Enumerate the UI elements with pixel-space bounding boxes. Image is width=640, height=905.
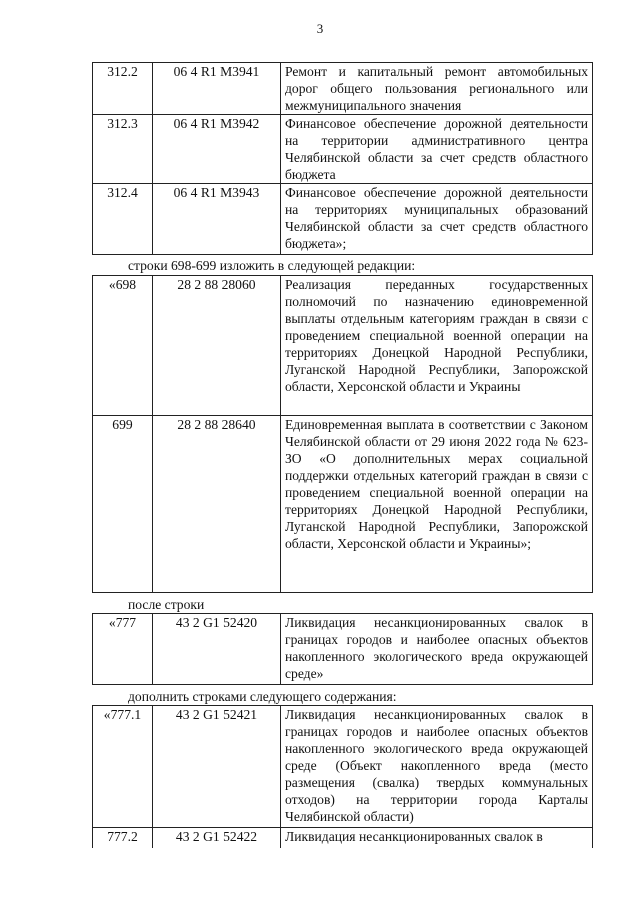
- budget-table-1: [92, 62, 593, 255]
- row-number: «777: [93, 614, 153, 685]
- instruction-text: после строки: [128, 597, 205, 612]
- row-number: 777.2: [93, 828, 153, 848]
- budget-code: 06 4 R1 M3943: [153, 184, 281, 255]
- row-description: Финансовое обеспечение дорожной деятельности на территориях муниципальных образований Челябинской области за счет средств областного бюджета»;: [281, 184, 593, 255]
- table-row: [93, 115, 593, 184]
- row-description: Ликвидация несанкционированных свалок в границах городов и наиболее опасных объектов накопленного экологического вреда окружающей среде (Объект накопленного вреда (место размещения (свалка) твердых коммунальных отходов) на территории города Карталы Челябинской области): [281, 706, 593, 828]
- table-row: [93, 63, 593, 115]
- row-description: Единовременная выплата в соответствии с Законом Челябинской области от 29 июня 2022 года № 623-ЗО «О дополнительных мерах социальной поддержки отдельных категорий граждан в связи с проведением специальной военной операции на территориях Донецкой Народной Республики, Луганской Народной Республики, Запорожской области, Херсонской области и Украины»;: [281, 416, 593, 593]
- budget-code: 06 4 R1 M3942: [153, 115, 281, 184]
- page-number: 3: [316, 21, 324, 36]
- table-row: [93, 706, 593, 828]
- row-number: «777.1: [93, 706, 153, 828]
- budget-code: 43 2 G1 52421: [153, 706, 281, 828]
- row-number: 312.3: [93, 115, 153, 184]
- table-row: [93, 276, 593, 416]
- budget-code: 43 2 G1 52422: [153, 828, 281, 848]
- row-description: Ликвидация несанкционированных свалок в: [281, 828, 593, 848]
- budget-table-4: [92, 705, 593, 848]
- table-row: [93, 614, 593, 685]
- row-number: 312.2: [93, 63, 153, 115]
- table-row: [93, 184, 593, 255]
- row-description: Реализация переданных государственных полномочий по назначению единовременной выплаты отдельным категориям граждан в связи с проведением специальной военной операции на территориях Донецкой Народной Республики, Луганской Народной Республики, Запорожской области, Херсонской области и Украины: [281, 276, 593, 416]
- table-row: [93, 416, 593, 593]
- instruction-text: строки 698-699 изложить в следующей редакции:: [128, 258, 416, 273]
- budget-table-3: [92, 613, 593, 685]
- row-description: Ликвидация несанкционированных свалок в границах городов и наиболее опасных объектов накопленного экологического вреда окружающей среде»: [281, 614, 593, 685]
- row-number: 312.4: [93, 184, 153, 255]
- table-row: [93, 828, 593, 848]
- row-description: Финансовое обеспечение дорожной деятельности на территории административного центра Челябинской области за счет средств областного бюджета: [281, 115, 593, 184]
- budget-code: 06 4 R1 M3941: [153, 63, 281, 115]
- budget-code: 43 2 G1 52420: [153, 614, 281, 685]
- budget-code: 28 2 88 28060: [153, 276, 281, 416]
- row-number: 699: [93, 416, 153, 593]
- budget-code: 28 2 88 28640: [153, 416, 281, 593]
- budget-table-2: [92, 275, 593, 593]
- row-description: Ремонт и капитальный ремонт автомобильных дорог общего пользования регионального или межмуниципального значения: [281, 63, 593, 115]
- instruction-text: дополнить строками следующего содержания:: [128, 689, 397, 704]
- row-number: «698: [93, 276, 153, 416]
